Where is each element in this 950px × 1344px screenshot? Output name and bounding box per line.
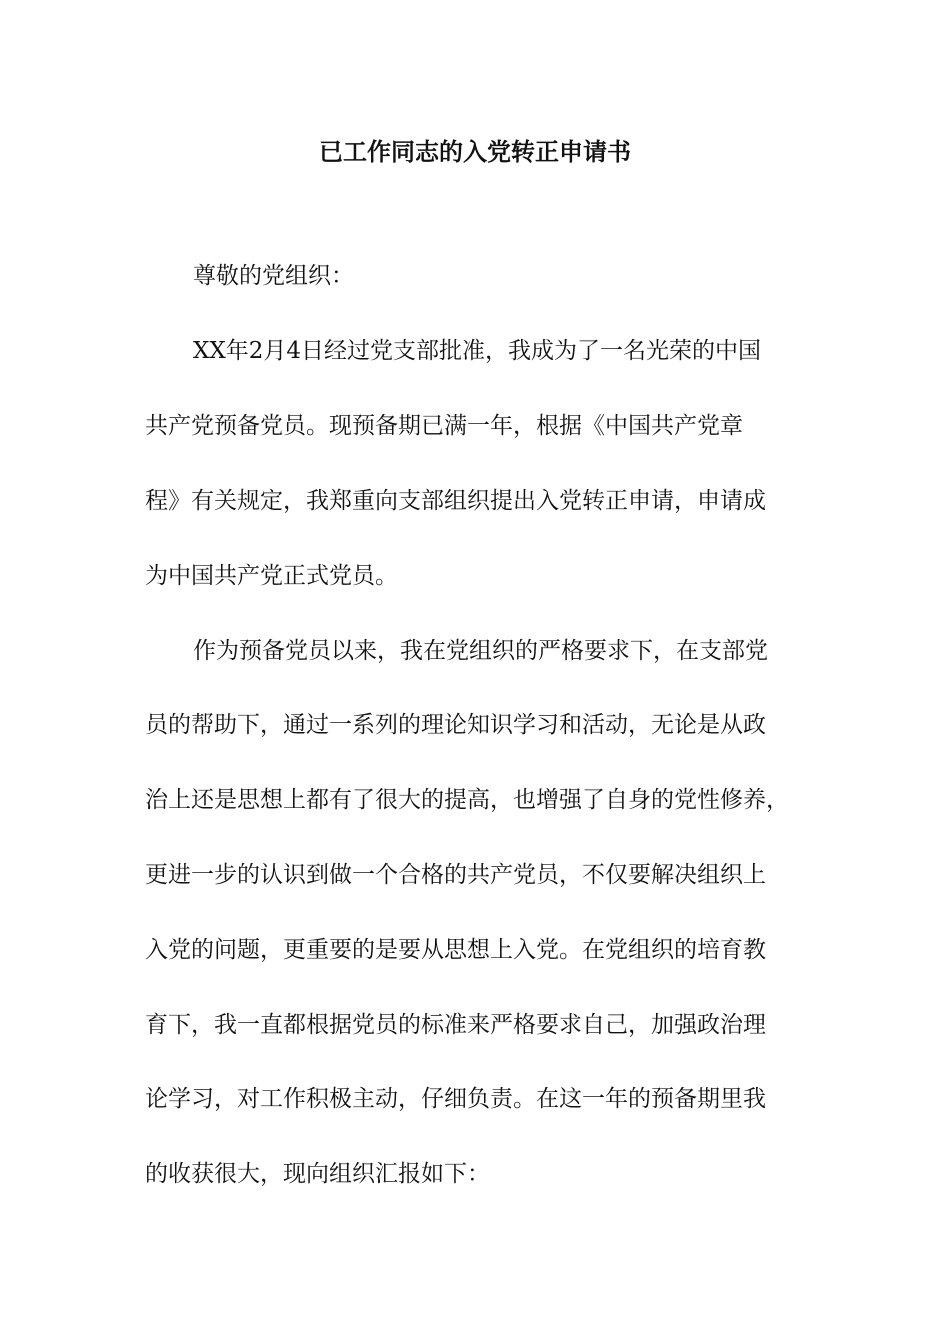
document-title: 已工作同志的入党转正申请书: [319, 138, 631, 166]
paragraph-2-line-7: 论学习，对工作积极主动，仔细负责。在这一年的预备期里我: [145, 1086, 766, 1112]
paragraph-2-line-2: 员的帮助下，通过一系列的理论知识学习和活动，无论是从政: [145, 712, 766, 738]
paragraph-1-line-1: XX年2月4日经过党支部批准，我成为了一名光荣的中国: [193, 338, 762, 364]
paragraph-1-line-4: 为中国共产党正式党员。: [145, 563, 398, 589]
paragraph-2-line-8: 的收获很大，现向组织汇报如下：: [145, 1161, 490, 1187]
paragraph-2-line-3: 治上还是思想上都有了很大的提高，也增强了自身的党性修养，: [145, 787, 789, 813]
salutation: 尊敬的党组织：: [193, 263, 354, 289]
paragraph-1-line-3: 程》有关规定，我郑重向支部组织提出入党转正申请，申请成: [145, 488, 766, 514]
paragraph-2-line-1: 作为预备党员以来，我在党组织的严格要求下，在支部党: [193, 638, 768, 664]
paragraph-1-line-2: 共产党预备党员。现预备期已满一年，根据《中国共产党章: [145, 413, 743, 439]
paragraph-2-line-6: 育下，我一直都根据党员的标准来严格要求自己，加强政治理: [145, 1012, 766, 1038]
paragraph-2-line-4: 更进一步的认识到做一个合格的共产党员，不仅要解决组织上: [145, 862, 766, 888]
paragraph-2-line-5: 入党的问题，更重要的是要从思想上入党。在党组织的培育教: [145, 937, 766, 963]
